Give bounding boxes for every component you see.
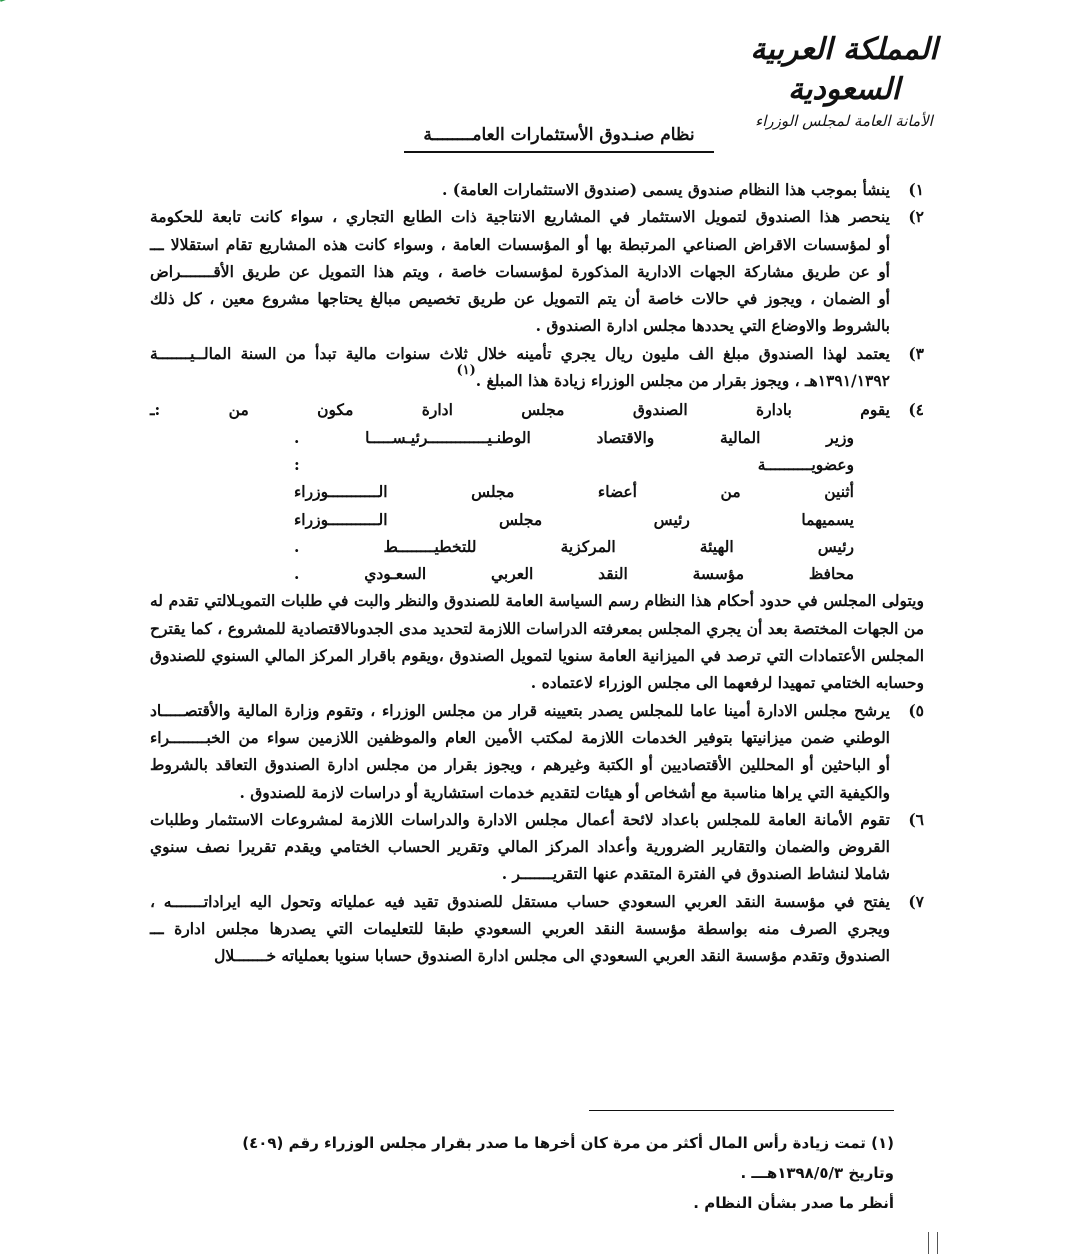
article-5 <box>150 697 924 806</box>
board-member-name: رئيس الهيئة المركزية للتخطيــــــــط . <box>294 536 854 556</box>
board-member <box>294 560 854 587</box>
footnote-reference: (١) <box>456 363 476 379</box>
article-line: ويقوم باقرار المركز المالي السنوي للصندوق وحسابه الختامي تمهيدا لرفعهما الى مجلس الوزراء لاعتماده . <box>150 646 924 693</box>
article-1 <box>150 176 924 203</box>
article-line: أو عن طريق مشاركة الجهات الادارية المذكورة لمؤسسات خاصة ، ويتم هذا التمويل عن طريق الأقـــــــراض <box>150 261 890 281</box>
article-line: الوطني ضمن ميزانيتها بتوفير الخدمات اللازمة لمكتب الأمين العام والموظفين اللازمين سواء من الخبــــــــراء <box>150 727 890 747</box>
document-title-text: نظام صنـدوق الأستثمارات العامــــــــة <box>423 125 695 145</box>
article-line: يرشح مجلس الادارة أمينا عاما للمجلس يصدر بتعيينه قرار من مجلس الوزراء ، وتقوم وزارة المالية والأقتصـــــاد <box>150 700 890 720</box>
article-line: يفتح في مؤسسة النقد العربي السعودي حساب مستقل للصندوق تقيد فيه عملياته وتحول اليه ايراداتـــــــه ، <box>150 891 890 911</box>
board-member-name: وعضويــــــــــة : <box>294 454 854 474</box>
article-number: ٤) <box>908 400 924 420</box>
article-7 <box>150 888 924 970</box>
article-3 <box>150 340 924 397</box>
article-line: والكيفية التي يراها مناسبة مع أشخاص أو هيئات لتقديم خدمات استشارية أو دراسات لازمة للصندوق . <box>239 782 890 802</box>
board-member-name: وزير المالية والاقتصاد الوطنـيـــــــــــــ <box>428 427 854 447</box>
article-line: أو الباحثين أو المحللين الأقتصاديين أو الكتبة وغيرهم ، ويجوز بقرار من مجلس ادارة الصندوق التعاقد بالشروط <box>150 755 890 775</box>
article-line: الصندوق وتقدم مؤسسة النقد العربي السعودي الى مجلس ادارة الصندوق حسابا سنويا بعملياته خـــــــلال <box>214 946 890 966</box>
board-member-name: محافظ مؤسسة النقد العربي السعـودي . <box>294 564 854 584</box>
letterhead-secretariat: الأمانة العامة لمجلس الوزراء <box>755 112 933 130</box>
letterhead-kingdom: المملكة العربية السعودية <box>750 32 938 107</box>
article-line: ينشأ بموجب هذا النظام صندوق يسمى (صندوق الاستثمارات العامة) . <box>441 180 890 199</box>
board-member <box>294 478 854 505</box>
article-text <box>150 888 890 970</box>
article-text <box>150 340 890 397</box>
article-number: ١) <box>908 180 924 199</box>
article-line: تقوم الأمانة العامة للمجلس باعداد لائحة أعمال مجلس الادارة والدراسات اللازمة لمشروعات الاستثمار وطلبات <box>150 809 890 829</box>
article-6 <box>150 806 924 888</box>
article-2 <box>150 203 924 339</box>
article-line: القروض والضمان والتقارير الضرورية وأعداد المركز المالي وتقرير الحساب الختامي ويقدم تقريرا نصف سنوي <box>150 837 890 857</box>
article-line: الاقتصادية للمشروع ، كما يقترح المجلس الأعتمادات التي ترصد في الميزانية العامة سنويا لتمويل الصندوق ، <box>150 618 924 666</box>
article-line: شاملا لنشاط الصندوق في الفترة المتقدم عنها التقريـــــــر . <box>501 864 890 884</box>
article-text <box>150 806 890 888</box>
document-title <box>404 125 714 153</box>
board-member <box>294 506 854 533</box>
article-4 <box>150 396 924 587</box>
article-number: ٧) <box>908 891 924 911</box>
article-number: ٣) <box>908 343 924 363</box>
article-number: ٢) <box>908 207 924 227</box>
article-line: يقوم بادارة الصندوق مجلس ادارة مكون من :ـ <box>150 400 890 420</box>
article-line: أو لمؤسسات الاقراض الصناعي المرتبطة بها أو المؤسسات العامة ، وسواء كانت هذه المشاريع تقام استقلالا ـــ <box>150 234 890 254</box>
articles-body <box>150 176 924 970</box>
article-line: أو الضمان ، ويجوز في حالات خاصة أن يتم التمويل عن طريق تخصيص مبالغ يحتاجها مشروع معين ، كل ذلك <box>150 289 890 309</box>
article-line: ويجري الصرف منه بواسطة مؤسسة النقد العربي السعودي طبقا للتعليمات التي يصدرها مجلس ادارة ـــ <box>150 919 890 939</box>
article-line: التي تقدم له من الجهات المختصة بعد أن يجري المجلس بمعرفته الدراسات اللازمة لتحديد مدى الجدوى <box>150 591 924 638</box>
article-text <box>150 396 890 587</box>
footnote <box>200 1128 894 1218</box>
board-member <box>294 451 854 478</box>
article-text <box>150 697 890 806</box>
article-number: ٥) <box>908 700 924 720</box>
board-member <box>294 424 854 451</box>
page-edge-mark <box>928 1232 938 1254</box>
article-line: ينحصر هذا الصندوق لتمويل الاستثمار في المشاريع الانتاجية ذات الطابع التجاري ، سواء كانت تابعة للحكومة <box>150 207 890 227</box>
board-member <box>294 533 854 560</box>
footnote-line-1: (١) تمت زيادة رأس المال أكثر من مرة كان أخرها ما صدر بقرار مجلس الوزراء رقم (٤٠٩) وتاريخ ١٣٩٨/٥/٣هـــ . <box>242 1134 894 1182</box>
letterhead <box>734 30 954 132</box>
article-line: يعتمد لهذا الصندوق مبلغ الف مليون ريال يجري تأمينه خلال ثلاث سنوات مالية تبدأ من السنة المالــيـــــــة <box>150 343 890 363</box>
article-line: ١٣٩١/١٣٩٢هـ ، ويجوز بقرار من مجلس الوزراء زيادة هذا المبلغ .$^{(١)}$ <box>456 363 890 391</box>
title-underline <box>404 151 714 153</box>
article-line: بالشروط والاوضاع التي يحددها مجلس ادارة الصندوق . <box>535 316 890 336</box>
article-text <box>150 176 890 203</box>
board-member-role: رئيـســـــا . <box>294 427 429 447</box>
board-members <box>150 424 890 588</box>
article-continuation <box>150 587 924 696</box>
board-member-name: يسميهما رئيس مجلس الـــــــــــوزراء <box>294 509 854 529</box>
corner-ink-mark <box>0 0 11 6</box>
footnote-line-2: أنظر ما صدر بشأن النظام . <box>693 1194 894 1212</box>
footnote-divider <box>589 1110 894 1111</box>
article-line: ويتولى المجلس في حدود أحكام هذا النظام رسم السياسة العامة للصندوق والنظر والبت في طلبات التمويـل <box>226 591 924 611</box>
article-text <box>150 203 890 339</box>
board-member-name: أثنين من أعضاء مجلس الـــــــــــوزراء <box>294 482 854 502</box>
article-number: ٦) <box>908 809 924 829</box>
